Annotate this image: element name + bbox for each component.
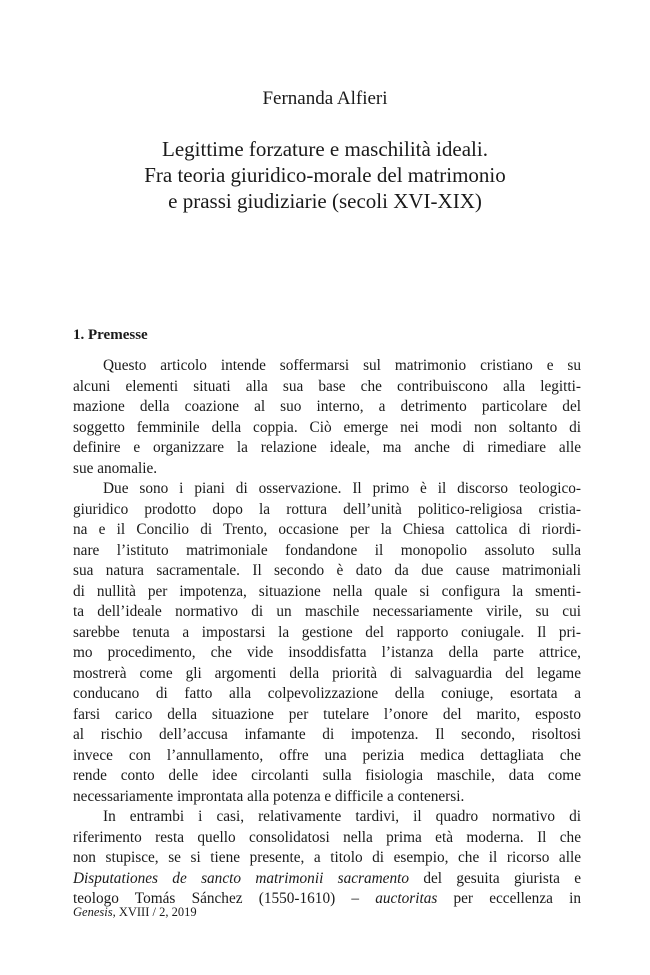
journal-issue: , XVIII / 2, 2019 [112,905,197,919]
journal-name: Genesis [73,905,113,919]
text-line: giuridico prodotto dopo la rottura dell’unità politico-religiosa cristia- [73,500,581,518]
text-line: non stupisce, se si tiene presente, a titolo di esempio, che il ricorso alle [73,849,581,866]
text-line: farsi carico della situazione per tutelare l’onore del marito, esposto [73,705,581,723]
text-line [73,869,581,890]
text-line: Due sono i piani di osservazione. Il primo è il discorso teologico- [103,480,581,497]
author-name: Fernanda Alfieri [262,88,388,109]
text-fragment: del gesuita giurista e [409,869,581,887]
text-line: In entrambi i casi, relativamente tardivi, il quadro normativo di [103,808,581,825]
title-line: e prassi giudiziarie (secoli XVI-XIX) [168,189,482,213]
text-line: nare l’istituto matrimoniale fondandone il monopolio assoluto sulla [73,541,581,559]
text-line: mostrerà come gli argomenti della priorità di salvaguardia del legame [73,664,581,682]
title-line: Fra teoria giuridico-morale del matrimonio [144,163,506,187]
text-line: mazione della coazione al suo interno, a detrimento particolare del [73,398,581,415]
body-text [73,356,581,910]
text-line: riferimento resta quello consolidatosi nella prima età moderna. Il che [73,828,581,846]
text-fragment: teologo Tomás Sánchez (1550-1610) – [73,890,376,907]
text-fragment: per eccellenza in [437,890,581,907]
text-line: di nullità per impotenza, situazione nella quale si configura la smenti- [73,582,581,600]
text-line: necessariamente improntata alla potenza e difficile a contenersi. [73,787,465,805]
text-line: al rischio dell’accusa infamante di impotenza. Il secondo, risoltosi [73,726,581,743]
book-title-italic: Disputationes de sancto matrimonii sacramento [73,869,410,887]
text-line: conducano di fatto alla colpevolizzazione della coniuge, esortata a [73,685,581,702]
latin-term-italic: auctoritas [375,890,438,907]
title-line: Legittime forzature e maschilità ideali. [162,137,488,161]
text-line: definire e organizzare la relazione ideale, ma anche di rimediare alle [73,439,581,456]
text-line: soggetto femminile della coppia. Ciò emerge nei modi non soltanto di [73,418,581,436]
text-line: Questo articolo intende soffermarsi sul matrimonio cristiano e su [103,357,581,374]
text-line: mo procedimento, che vide insoddisfatta l’istanza della parte attrice, [73,644,581,661]
text-line: na e il Concilio di Trento, occasione per la Chiesa cattolica di riordi- [73,521,581,538]
text-line: alcuni elementi situati alla sua base che contribuiscono alla legitti- [73,377,581,395]
text-line: sua natura sacramentale. Il secondo è dato da due cause matrimoniali [73,562,581,579]
footer-citation [73,905,197,920]
section-heading: 1. Premesse [73,327,148,343]
text-line: rende conto delle idee circolanti sulla fisiologia maschile, data come [73,767,581,784]
text-line: sue anomalie. [73,459,158,477]
article-title [0,136,650,214]
text-line: ta dell’ideale normativo di un maschile necessariamente virile, su cui [73,603,581,620]
text-line: invece con l’annullamento, offre una perizia medica dettagliata che [73,746,581,764]
text-line: sarebbe tenuta a impostarsi la gestione del rapporto coniugale. Il pri- [73,623,581,641]
